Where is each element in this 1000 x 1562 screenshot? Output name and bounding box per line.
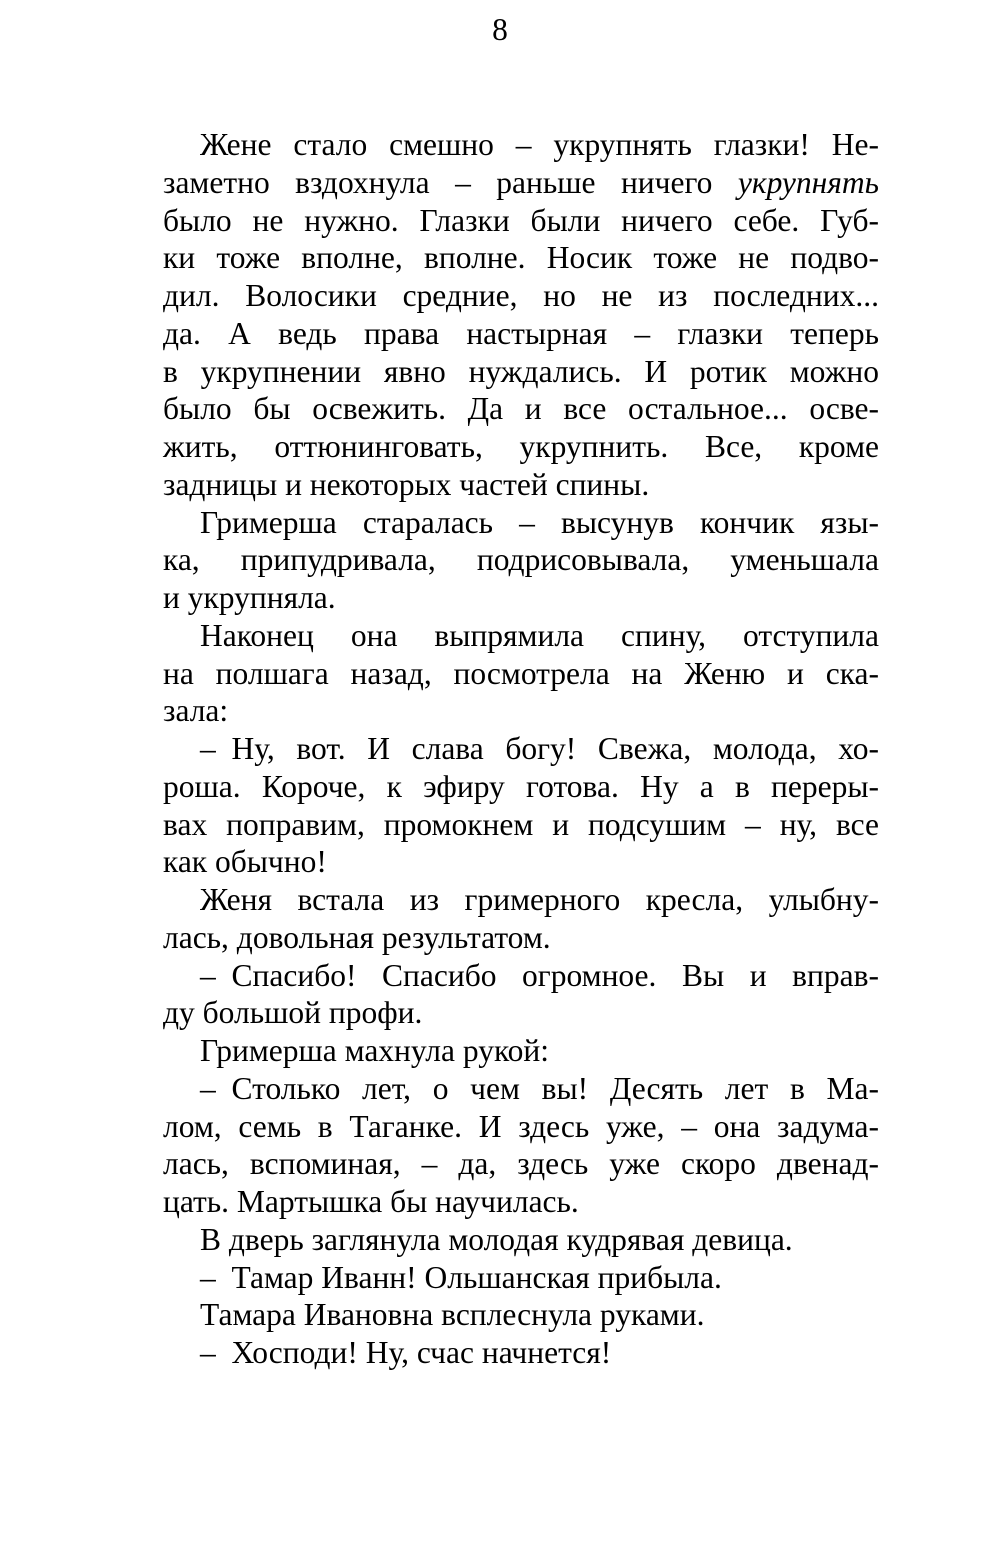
text-segment: лась, довольная результатом. (163, 919, 551, 955)
text-segment: Гримерша старалась – высунув кончик язы- (200, 504, 879, 540)
italic-text: укрупнять (737, 164, 879, 200)
text-segment: – Хосподи! Ну, счас начнется! (200, 1335, 612, 1370)
text-segment: роша. Короче, к эфиру готова. Ну а в переры- (163, 768, 879, 804)
text-segment: на полшага назад, посмотрела на Женю и ска- (163, 655, 879, 691)
text-segment: – Ну, вот. И слава богу! Свежа, молода, хо- (200, 731, 879, 766)
text-line (163, 730, 879, 768)
text-segment: было бы освежить. Да и все остальное... осве- (163, 391, 879, 427)
text-line (163, 1296, 879, 1334)
text-segment: цать. Мартышка бы научилась. (163, 1184, 579, 1219)
text-line (163, 353, 879, 391)
paragraph (163, 1334, 879, 1372)
text-segment: было не нужно. Глазки были ничего себе. Губ- (163, 202, 879, 238)
text-line (163, 541, 879, 579)
text-segment: зала: (163, 693, 229, 729)
paragraph (163, 957, 879, 1033)
text-line (163, 315, 879, 353)
paragraph (163, 1221, 879, 1259)
paragraph (163, 1296, 879, 1334)
text-segment: вах поправим, промокнем и подсушим – ну, все (163, 806, 879, 842)
text-line (163, 466, 879, 504)
text-line (163, 1108, 879, 1146)
text-line (163, 692, 879, 730)
text-line (163, 428, 879, 466)
text-segment: как обычно! (163, 844, 327, 880)
text-segment: ка, припудривала, подрисовывала, уменьшала (163, 542, 879, 578)
paragraph (163, 1032, 879, 1070)
text-segment: лом, семь в Таганке. И здесь уже, – она задума- (163, 1108, 879, 1144)
paragraph (163, 730, 879, 881)
text-segment: Жене стало смешно – укрупнять глазки! Не- (200, 127, 879, 162)
page-number: 8 (492, 12, 508, 47)
text-line (163, 655, 879, 693)
text-line (163, 881, 879, 919)
text-line (163, 957, 879, 995)
text-line (163, 1221, 879, 1259)
text-line (163, 504, 879, 542)
text-line (163, 277, 879, 315)
text-segment: – Спасибо! Спасибо огромное. Вы и вправ- (200, 957, 879, 993)
text-segment: Гримерша махнула рукой: (200, 1033, 550, 1068)
text-segment: Тамара Ивановна всплеснула руками. (200, 1297, 705, 1333)
text-block (163, 126, 879, 1372)
text-line (163, 919, 879, 957)
paragraph (163, 617, 879, 730)
text-segment: В дверь заглянула молодая кудрявая девица. (200, 1221, 793, 1257)
text-segment: задницы и некоторых частей спины. (163, 466, 650, 502)
text-segment: ду большой профи. (163, 995, 423, 1031)
paragraph (163, 1259, 879, 1297)
text-segment: – Тамар Иванн! Ольшанская прибыла. (200, 1259, 722, 1295)
text-segment: лась, вспоминая, – да, здесь уже скоро двенад- (163, 1146, 879, 1182)
text-line (163, 202, 879, 240)
text-line (163, 1259, 879, 1297)
text-line (163, 1183, 879, 1221)
text-line (163, 126, 879, 164)
text-line (163, 843, 879, 881)
text-line (163, 239, 879, 277)
text-line (163, 579, 879, 617)
text-segment: в укрупнении явно нуждались. И ротик можно (163, 353, 879, 389)
text-line (163, 1334, 879, 1372)
text-line (163, 1070, 879, 1108)
text-line (163, 1145, 879, 1183)
text-line (163, 994, 879, 1032)
paragraph (163, 881, 879, 957)
text-line (163, 806, 879, 844)
paragraph (163, 1070, 879, 1221)
text-segment: Наконец она выпрямила спину, отступила (200, 617, 879, 653)
text-segment: и укрупняла. (163, 580, 336, 615)
text-segment: да. А ведь права настырная – глазки теперь (163, 315, 879, 351)
text-segment: дил. Волосики средние, но не из последних... (163, 278, 879, 313)
text-segment: ки тоже вполне, вполне. Носик тоже не подво- (163, 240, 879, 276)
text-segment: жить, оттюнинговать, укрупнить. Все, кроме (163, 429, 879, 464)
text-line (163, 1032, 879, 1070)
text-line (163, 617, 879, 655)
text-segment: – Столько лет, о чем вы! Десять лет в Ма- (200, 1070, 879, 1106)
text-line (163, 390, 879, 428)
text-line (163, 768, 879, 806)
text-segment: Женя встала из гримерного кресла, улыбну- (200, 882, 879, 917)
text-line (163, 164, 879, 202)
text-segment: заметно вздохнула – раньше ничего (163, 164, 738, 200)
paragraph (163, 126, 879, 504)
paragraph (163, 504, 879, 617)
